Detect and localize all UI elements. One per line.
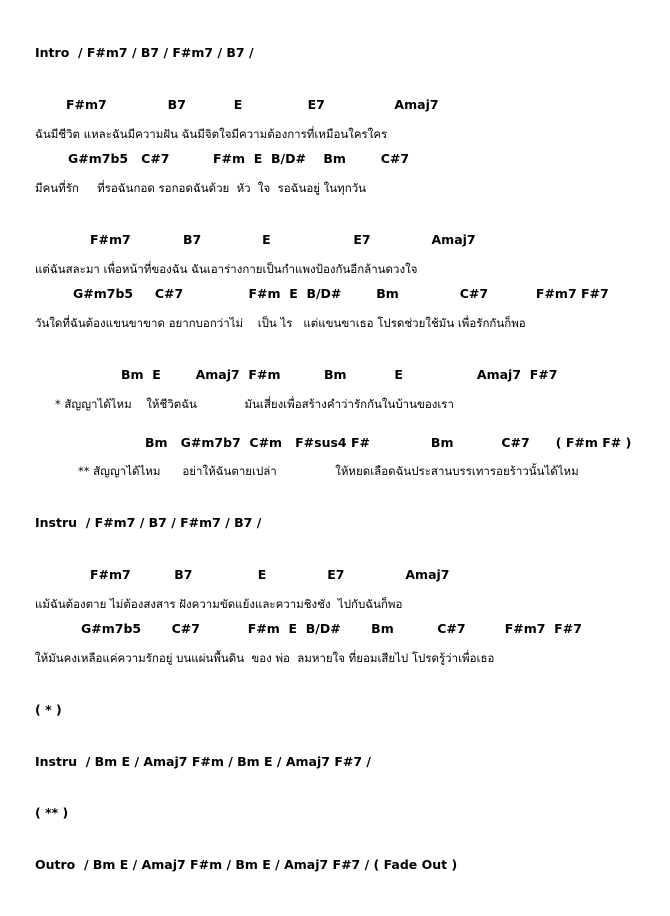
- lyric-line: แต่ฉันสละมา เพื่อหน้าที่ของฉัน ฉันเอาร่างกายเป็นกำแพงป้องกันอีกล้านดวงใจ: [35, 262, 418, 276]
- intro-line: Intro / F#m7 / B7 / F#m7 / B7 /: [35, 45, 254, 60]
- chorus-double-star-line: ** สัญญาได้ไหม อย่าให้ฉันตายเปล่า ให้หยดเลือดฉันประสานบรรเทารอยร้าวนั้นได้ไหม: [78, 464, 579, 478]
- outro-line: Outro / Bm E / Amaj7 F#m / Bm E / Amaj7 F#7 / ( Fade Out ): [35, 857, 458, 872]
- chord-line: F#m7 B7 E E7 Amaj7: [66, 97, 439, 112]
- instrumental-line: Instru / F#m7 / B7 / F#m7 / B7 /: [35, 515, 262, 530]
- lyric-line: แม้ฉันต้องตาย ไม่ต้องสงสาร ฝังความขัดแย้งและความชิงชัง ไปกับฉันก็พอ: [35, 597, 403, 611]
- chord-line: G#m7b5 C#7 F#m E B/D# Bm C#7: [68, 151, 410, 166]
- repeat-chorus-marker: ( ** ): [35, 805, 69, 820]
- chord-line: Bm G#m7b7 C#m F#sus4 F# Bm C#7 ( F#m F# ): [145, 435, 632, 450]
- lyric-line: ฉันมีชีวิต แหละฉันมีความฝัน ฉันมีจิตใจมีความต้องการที่เหมือนใครใคร: [35, 127, 388, 141]
- chord-line: F#m7 B7 E E7 Amaj7: [90, 232, 476, 247]
- instrumental-line: Instru / Bm E / Amaj7 F#m / Bm E / Amaj7 F#7 /: [35, 754, 371, 769]
- lyric-line: วันใดที่ฉันต้องแขนขาขาด อยากบอกว่าไม่ เป็น ไร แต่แขนขาเธอ โปรดช่วยใช้มัน เพื่อรักกันก็พอ: [35, 316, 526, 330]
- chord-line: F#m7 B7 E E7 Amaj7: [90, 567, 450, 582]
- lyric-line: มีคนที่รัก ที่รอฉันกอด รอกอดฉันด้วย หัว ใจ รอฉันอยู่ ในทุกวัน: [35, 181, 367, 195]
- lyric-line: ให้มันคงเหลือแค่ความรักอยู่ บนแผ่นพื้นดิน ของ พ่อ ลมหายใจ ที่ยอมเสียไป โปรดรู้ว่าเพื่อเธอ: [35, 651, 495, 665]
- chord-line: G#m7b5 C#7 F#m E B/D# Bm C#7 F#m7 F#7: [73, 286, 609, 301]
- repeat-chorus-marker: ( * ): [35, 702, 62, 717]
- chorus-star-line: * สัญญาได้ไหม ให้ชีวิตฉัน มันเสี่ยงเพื่อสร้างคำว่ารักกันในบ้านของเรา: [55, 397, 454, 411]
- chord-line: Bm E Amaj7 F#m Bm E Amaj7 F#7: [121, 367, 558, 382]
- chord-line: G#m7b5 C#7 F#m E B/D# Bm C#7 F#m7 F#7: [81, 621, 582, 636]
